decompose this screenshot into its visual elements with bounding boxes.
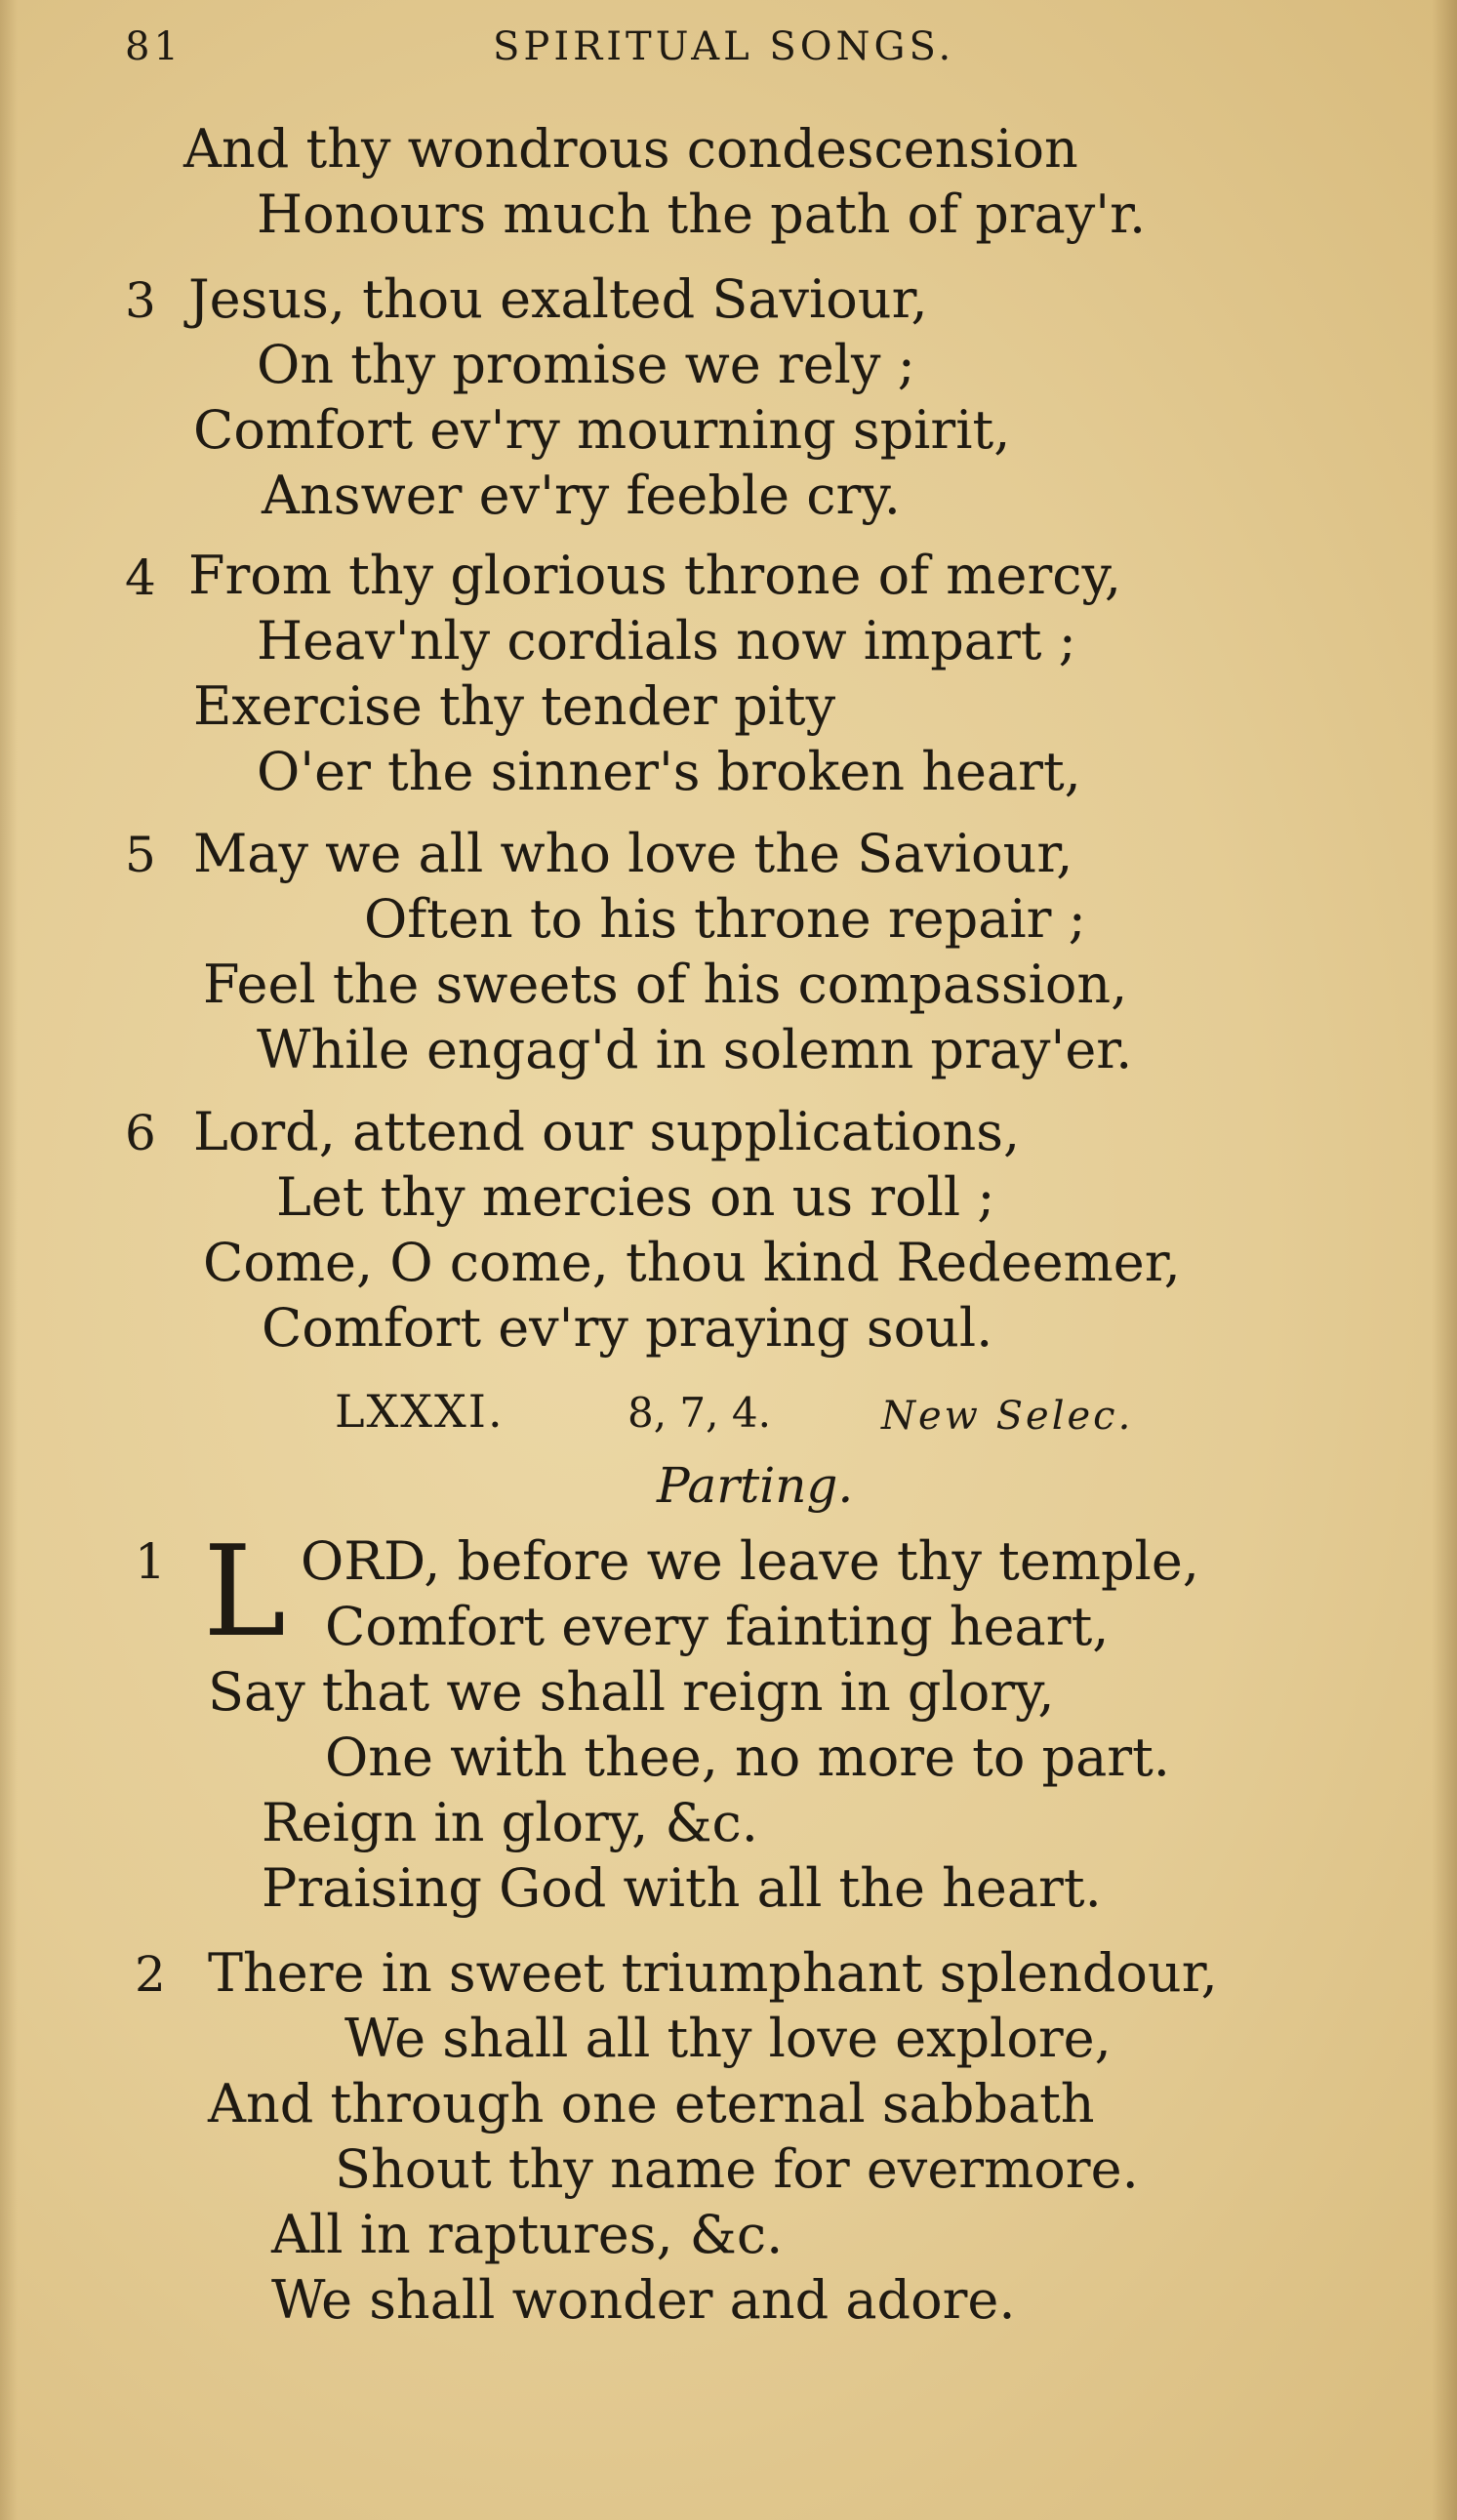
- verse-line: One with thee, no more to part.: [325, 1727, 1170, 1788]
- verse-line: Reign in glory, &c.: [262, 1792, 758, 1853]
- verse-line: Comfort ev'ry praying soul.: [262, 1297, 993, 1359]
- drop-cap: L: [203, 1520, 286, 1665]
- verse-line: Comfort ev'ry mourning spirit,: [193, 399, 1011, 461]
- verse-line: Honours much the path of pray'r.: [257, 183, 1147, 245]
- page-number: 81: [125, 24, 182, 69]
- hymn-title: Parting.: [657, 1457, 854, 1514]
- verse-line: Lord, attend our supplications,: [193, 1101, 1021, 1162]
- verse-line: All in raptures, &c.: [271, 2204, 784, 2265]
- verse-line: Exercise thy tender pity: [193, 675, 836, 737]
- verse-line: While engag'd in solemn pray'er.: [257, 1019, 1133, 1080]
- verse-line: Praising God with all the heart.: [262, 1857, 1102, 1919]
- verse-line: We shall all thy love explore,: [344, 2008, 1112, 2069]
- verse-line: Say that we shall reign in glory,: [208, 1661, 1055, 1723]
- verse-line: Feel the sweets of his compassion,: [203, 954, 1128, 1015]
- page-shadow-left: [0, 0, 18, 2520]
- stanza-number: 1: [135, 1533, 166, 1590]
- verse-line: We shall wonder and adore.: [271, 2269, 1016, 2331]
- stanza-number: 4: [125, 549, 156, 606]
- verse-line: ORD, before we leave thy temple,: [301, 1530, 1199, 1592]
- verse-line: There in sweet triumphant splendour,: [208, 1942, 1218, 2004]
- stanza-number: 2: [135, 1946, 166, 2003]
- stanza-number: 6: [125, 1105, 156, 1161]
- verse-line: Jesus, thou exalted Saviour,: [188, 268, 928, 330]
- hymn-meter: 8, 7, 4.: [627, 1389, 771, 1437]
- running-title: SPIRITUAL SONGS.: [493, 24, 955, 69]
- verse-line: Come, O come, thou kind Redeemer,: [203, 1232, 1181, 1293]
- verse-line: Let thy mercies on us roll ;: [276, 1166, 995, 1228]
- verse-line: From thy glorious throne of mercy,: [188, 545, 1121, 606]
- stanza-number: 5: [125, 827, 156, 883]
- hymn-number: LXXXI.: [335, 1385, 505, 1438]
- verse-line: Answer ev'ry feeble cry.: [262, 465, 901, 526]
- verse-line: On thy promise we rely ;: [257, 334, 915, 395]
- verse-line: Heav'nly cordials now impart ;: [257, 610, 1076, 671]
- verse-line: Shout thy name for evermore.: [335, 2138, 1139, 2200]
- page-shadow-right: [1432, 0, 1457, 2520]
- verse-line: Often to his throne repair ;: [364, 888, 1086, 950]
- verse-line: And thy wondrous condescension: [183, 118, 1078, 180]
- verse-line: O'er the sinner's broken heart,: [257, 741, 1081, 802]
- stanza-number: 3: [125, 272, 156, 329]
- verse-line: May we all who love the Saviour,: [193, 823, 1073, 884]
- hymn-source: New Selec.: [881, 1394, 1134, 1439]
- verse-line: Comfort every fainting heart,: [325, 1596, 1110, 1657]
- verse-line: And through one eternal sabbath: [208, 2073, 1095, 2134]
